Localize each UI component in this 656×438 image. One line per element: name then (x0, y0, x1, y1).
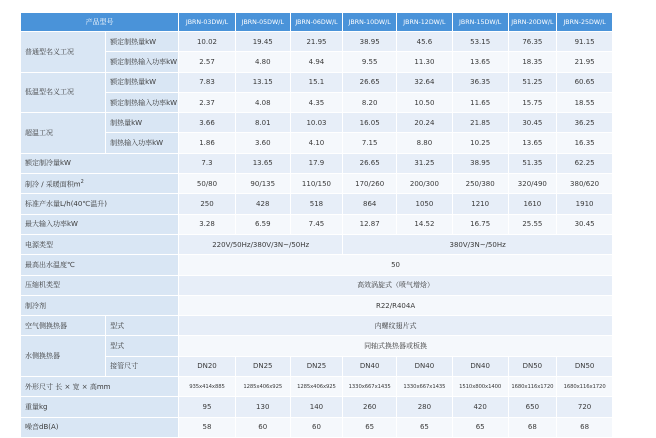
table-cell: 53.15 (452, 32, 508, 52)
row-label: 制冷剂 (21, 295, 179, 315)
row-label: 重量kg (21, 397, 179, 417)
area-label-sup: 2 (80, 178, 84, 185)
table-cell: 250 (179, 194, 236, 214)
table-cell: 1285x406x925 (290, 377, 343, 397)
table-cell-span: 同轴式换热器或板换 (179, 336, 613, 356)
table-cell: 31.25 (397, 153, 453, 173)
table-cell: 91.15 (557, 32, 613, 52)
table-cell: 62.25 (557, 153, 613, 173)
table-row (21, 32, 613, 52)
table-row (21, 234, 613, 254)
table-cell: 11.65 (452, 92, 508, 112)
table-cell: 60 (290, 417, 343, 437)
table-row (21, 397, 613, 417)
table-cell: 380/620 (557, 174, 613, 194)
table-cell: 13.15 (235, 72, 290, 92)
table-cell: 65 (397, 417, 453, 437)
table-cell-span: 50 (179, 255, 613, 275)
table-cell: 30.45 (557, 214, 613, 234)
table-cell: 720 (557, 397, 613, 417)
table-cell: 13.65 (508, 133, 557, 153)
table-cell: 9.55 (343, 52, 397, 72)
spec-table (20, 12, 613, 438)
table-cell: 1510x800x1400 (452, 377, 508, 397)
table-cell: DN25 (235, 356, 290, 376)
table-cell-span: R22/R404A (179, 295, 613, 315)
table-cell: 4.35 (290, 92, 343, 112)
row-label: 额定制热输入功率kW (106, 52, 179, 72)
table-cell: 110/150 (290, 174, 343, 194)
table-cell: 50/80 (179, 174, 236, 194)
table-cell: 170/260 (343, 174, 397, 194)
table-row (21, 255, 613, 275)
row-label: 制热量kW (106, 113, 179, 133)
table-cell: DN40 (343, 356, 397, 376)
table-cell: 6.59 (235, 214, 290, 234)
table-cell: 260 (343, 397, 397, 417)
table-cell: 3.66 (179, 113, 236, 133)
table-row (21, 194, 613, 214)
table-cell: 280 (397, 397, 453, 417)
table-cell: 1330x667x1435 (343, 377, 397, 397)
table-cell: 8.01 (235, 113, 290, 133)
table-cell-span: 内螺纹翅片式 (179, 316, 613, 336)
table-cell: 10.25 (452, 133, 508, 153)
table-cell: 51.35 (508, 153, 557, 173)
table-row (21, 377, 613, 397)
header-model: JBRN-10DW/L (343, 13, 397, 32)
row-label: 压缩机类型 (21, 275, 179, 295)
table-cell: 13.65 (452, 52, 508, 72)
table-cell: 250/380 (452, 174, 508, 194)
table-cell: 38.95 (343, 32, 397, 52)
table-cell: 18.55 (557, 92, 613, 112)
table-cell: 4.10 (290, 133, 343, 153)
table-row (21, 275, 613, 295)
table-cell: 21.95 (290, 32, 343, 52)
row-label: 外形尺寸 长 × 宽 × 高mm (21, 377, 179, 397)
table-cell: 2.57 (179, 52, 236, 72)
table-cell: 1285x406x925 (235, 377, 290, 397)
table-row (21, 113, 613, 133)
table-cell: 26.65 (343, 72, 397, 92)
table-cell: 36.25 (557, 113, 613, 133)
table-cell: 17.9 (290, 153, 343, 173)
table-cell: 8.80 (397, 133, 453, 153)
table-cell: 130 (235, 397, 290, 417)
row-label: 电源类型 (21, 234, 179, 254)
header-product-model: 产品型号 (21, 13, 179, 32)
table-cell: DN25 (290, 356, 343, 376)
table-row (21, 214, 613, 234)
table-cell: 428 (235, 194, 290, 214)
table-cell: 26.65 (343, 153, 397, 173)
spec-table-container (20, 12, 613, 438)
table-row (21, 133, 613, 153)
table-cell: 1910 (557, 194, 613, 214)
table-row (21, 356, 613, 376)
table-cell: 15.1 (290, 72, 343, 92)
table-cell: 8.20 (343, 92, 397, 112)
table-cell: 32.64 (397, 72, 453, 92)
header-model: JBRN-06DW/L (290, 13, 343, 32)
table-cell-span: 380V/3N~/50Hz (343, 234, 613, 254)
table-cell: 3.60 (235, 133, 290, 153)
table-cell: 200/300 (397, 174, 453, 194)
table-cell: 10.02 (179, 32, 236, 52)
table-row (21, 153, 613, 173)
table-cell: 76.35 (508, 32, 557, 52)
row-label: 额定制热量kW (106, 32, 179, 52)
table-cell: 1050 (397, 194, 453, 214)
table-cell: 1330x667x1435 (397, 377, 453, 397)
table-cell: 864 (343, 194, 397, 214)
table-cell: 14.52 (397, 214, 453, 234)
table-cell: 4.80 (235, 52, 290, 72)
table-cell: 16.05 (343, 113, 397, 133)
row-label: 型式 (106, 316, 179, 336)
table-row (21, 52, 613, 72)
table-cell: 65 (452, 417, 508, 437)
table-row (21, 295, 613, 315)
table-cell: 65 (343, 417, 397, 437)
table-cell: 518 (290, 194, 343, 214)
table-cell: 7.45 (290, 214, 343, 234)
table-cell: 18.35 (508, 52, 557, 72)
table-cell: 935x414x885 (179, 377, 236, 397)
table-row (21, 316, 613, 336)
table-cell: 320/490 (508, 174, 557, 194)
table-row (21, 174, 613, 194)
table-cell: 90/135 (235, 174, 290, 194)
row-label: 额定制热量kW (106, 72, 179, 92)
row-label: 接管尺寸 (106, 356, 179, 376)
table-cell: 60.65 (557, 72, 613, 92)
table-cell-span: 220V/50Hz/380V/3N~/50Hz (179, 234, 343, 254)
table-cell: 10.50 (397, 92, 453, 112)
row-label: 制热输入功率kW (106, 133, 179, 153)
table-cell: 58 (179, 417, 236, 437)
row-label: 噪音dB(A) (21, 417, 179, 437)
area-label-text: 制冷 / 采暖面积m (25, 179, 81, 188)
table-cell: 68 (557, 417, 613, 437)
table-cell: 420 (452, 397, 508, 417)
table-cell: 16.35 (557, 133, 613, 153)
group-normal-label: 普通型名义工况 (21, 32, 106, 73)
table-cell: 25.55 (508, 214, 557, 234)
table-cell: 140 (290, 397, 343, 417)
table-cell: 16.75 (452, 214, 508, 234)
table-cell: DN40 (452, 356, 508, 376)
table-cell: 7.83 (179, 72, 236, 92)
table-cell: 1.86 (179, 133, 236, 153)
table-cell: 1680x116x1720 (557, 377, 613, 397)
table-cell: 10.03 (290, 113, 343, 133)
table-cell: 1210 (452, 194, 508, 214)
group-low-label: 低温型名义工况 (21, 72, 106, 113)
group-ultra-label: 超温工况 (21, 113, 106, 154)
table-cell: 21.85 (452, 113, 508, 133)
table-cell: 68 (508, 417, 557, 437)
header-model: JBRN-05DW/L (235, 13, 290, 32)
header-model: JBRN-03DW/L (179, 13, 236, 32)
table-cell: 1680x116x1720 (508, 377, 557, 397)
row-label: 最大输入功率kW (21, 214, 179, 234)
table-row (21, 336, 613, 356)
table-cell: 21.95 (557, 52, 613, 72)
table-cell: 4.08 (235, 92, 290, 112)
table-cell: 2.37 (179, 92, 236, 112)
table-cell: 1610 (508, 194, 557, 214)
table-row (21, 72, 613, 92)
row-label: 额定制热输入功率kW (106, 92, 179, 112)
table-cell-span: 高效涡旋式（喷气增焓） (179, 275, 613, 295)
table-cell: DN20 (179, 356, 236, 376)
table-cell: 30.45 (508, 113, 557, 133)
table-cell: 15.75 (508, 92, 557, 112)
table-cell: 95 (179, 397, 236, 417)
row-label: 额定制冷量kW (21, 153, 179, 173)
table-cell: 3.28 (179, 214, 236, 234)
table-row (21, 417, 613, 437)
table-cell: 19.45 (235, 32, 290, 52)
table-cell: DN50 (508, 356, 557, 376)
table-cell: 650 (508, 397, 557, 417)
table-cell: 4.94 (290, 52, 343, 72)
row-label: 型式 (106, 336, 179, 356)
table-cell: 13.65 (235, 153, 290, 173)
table-cell: DN40 (397, 356, 453, 376)
table-cell: 7.3 (179, 153, 236, 173)
table-cell: 20.24 (397, 113, 453, 133)
row-label: 最高出水温度℃ (21, 255, 179, 275)
table-row (21, 92, 613, 112)
table-cell: 7.15 (343, 133, 397, 153)
table-cell: 38.95 (452, 153, 508, 173)
table-cell: 12.87 (343, 214, 397, 234)
header-model: JBRN-12DW/L (397, 13, 453, 32)
table-cell: DN50 (557, 356, 613, 376)
table-cell: 11.30 (397, 52, 453, 72)
table-cell: 36.35 (452, 72, 508, 92)
table-cell: 45.6 (397, 32, 453, 52)
table-cell: 60 (235, 417, 290, 437)
row-label: 空气侧换热器 (21, 316, 106, 336)
table-cell: 51.25 (508, 72, 557, 92)
group-water-hx-label: 水侧换热器 (21, 336, 106, 377)
header-model: JBRN-15DW/L (452, 13, 508, 32)
row-label: 标准产水量L/h(40℃温升) (21, 194, 179, 214)
header-model: JBRN-20DW/L (508, 13, 557, 32)
header-model: JBRN-25DW/L (557, 13, 613, 32)
table-header-row (21, 13, 613, 32)
row-label (21, 174, 179, 194)
